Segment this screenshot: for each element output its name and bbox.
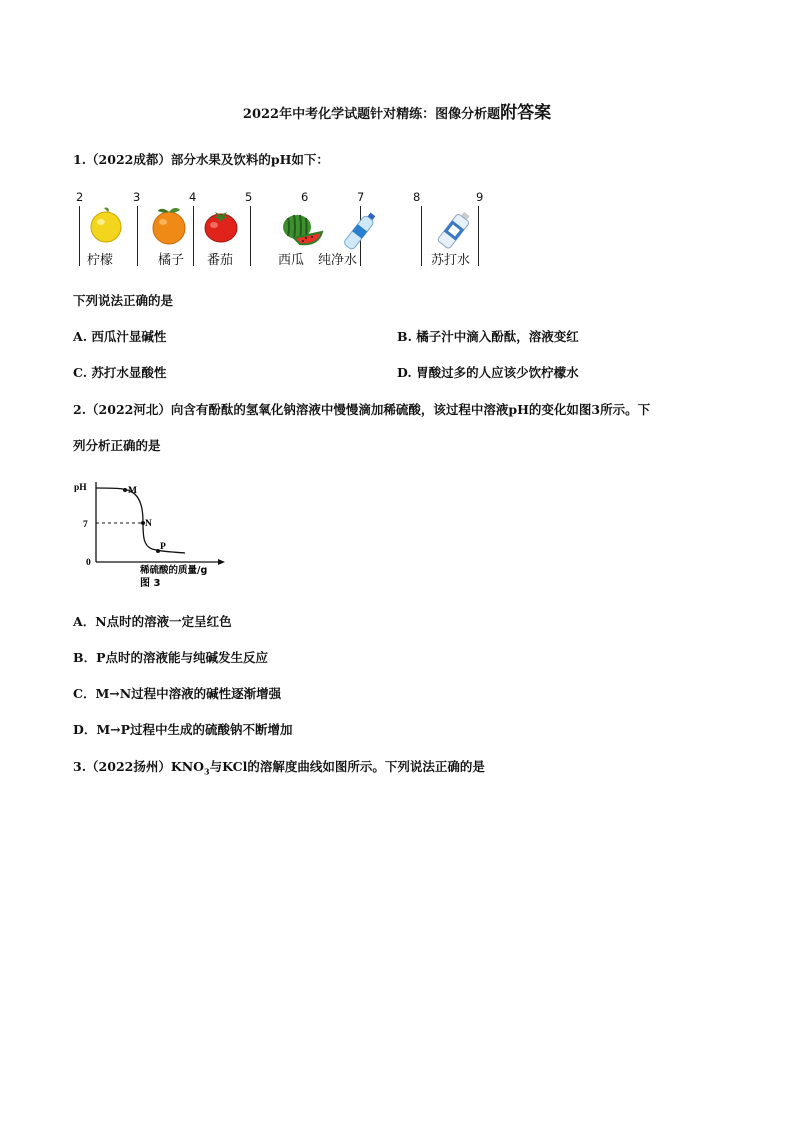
scale-tick-4 xyxy=(193,206,194,266)
scale-tick-2 xyxy=(79,206,80,266)
document-title xyxy=(0,98,794,123)
title-main: 2022年中考化学试题针对精练：图像分析题 xyxy=(242,107,501,122)
y-label: pH xyxy=(74,483,87,493)
scale-tick-8 xyxy=(421,206,422,266)
scale-number-3: 3 xyxy=(133,190,141,204)
tick-0: 0 xyxy=(86,558,91,568)
tick-7: 7 xyxy=(83,520,88,530)
q1-option-d: D. 胃酸过多的人应该少饮柠檬水 xyxy=(397,365,579,380)
q3-stem-subscript: 3 xyxy=(204,766,210,777)
label-m: M xyxy=(128,486,137,496)
ph-curve xyxy=(96,488,185,553)
q2-option-b: B．P点时的溶液能与纯碱发生反应 xyxy=(73,650,268,665)
tomato-icon xyxy=(203,208,239,244)
scale-number-8: 8 xyxy=(413,190,421,204)
x-label: 稀硫酸的质量/g xyxy=(140,565,208,576)
q1-stem: 1.（2022成都）部分水果及饮料的pH如下： xyxy=(73,152,329,167)
scale-number-6: 6 xyxy=(301,190,309,204)
q2-option-d: D．M→P过程中生成的硫酸钠不断增加 xyxy=(73,722,293,737)
watermelon-icon xyxy=(280,212,324,246)
label-orange: 橘子 xyxy=(158,253,185,268)
orange-icon xyxy=(150,205,188,245)
q3-stem-part1: 3.（2022扬州）KNO xyxy=(73,759,205,774)
point-m xyxy=(123,488,127,492)
q3-stem-part2: 与KCl的溶解度曲线如图所示。下列说法正确的是 xyxy=(209,759,485,774)
q2-stem-line1: 2.（2022河北）向含有酚酞的氢氧化钠溶液中慢慢滴加稀硫酸，该过程中溶液pH的变化如图3所示。下 xyxy=(73,402,651,417)
label-pure-water: 纯净水 xyxy=(318,253,358,268)
q1-option-c: C. 苏打水显酸性 xyxy=(73,365,167,380)
q2-stem-line2: 列分析正确的是 xyxy=(73,438,161,453)
label-tomato: 番茄 xyxy=(207,253,234,268)
title-suffix: 附答案 xyxy=(500,103,552,123)
q3-stem xyxy=(73,757,485,777)
figure-caption: 图 3 xyxy=(140,578,161,589)
q1-option-a: A. 西瓜汁显碱性 xyxy=(73,329,167,344)
q1-option-b: B. 橘子汁中滴入酚酞，溶液变红 xyxy=(397,329,579,344)
label-watermelon: 西瓜 xyxy=(278,253,305,268)
lemon-icon xyxy=(88,206,124,244)
q2-option-c: C．M→N过程中溶液的碱性逐渐增强 xyxy=(73,686,282,701)
soda-water-bottle-icon xyxy=(436,210,474,250)
scale-number-5: 5 xyxy=(245,190,253,204)
water-bottle-icon xyxy=(343,209,377,253)
scale-number-7: 7 xyxy=(357,190,365,204)
label-soda-water: 苏打水 xyxy=(431,253,471,268)
q1-prompt: 下列说法正确的是 xyxy=(73,293,174,308)
label-p: P xyxy=(160,542,166,552)
scale-number-4: 4 xyxy=(189,190,197,204)
label-n: N xyxy=(145,519,152,529)
scale-number-2: 2 xyxy=(76,190,84,204)
label-lemon: 柠檬 xyxy=(87,253,114,268)
scale-tick-9 xyxy=(478,206,479,266)
scale-tick-3 xyxy=(137,206,138,266)
q2-option-a: A．N点时的溶液一定呈红色 xyxy=(73,614,232,629)
scale-number-9: 9 xyxy=(476,190,484,204)
ph-curve-figure xyxy=(70,476,230,594)
scale-tick-5 xyxy=(250,206,251,266)
